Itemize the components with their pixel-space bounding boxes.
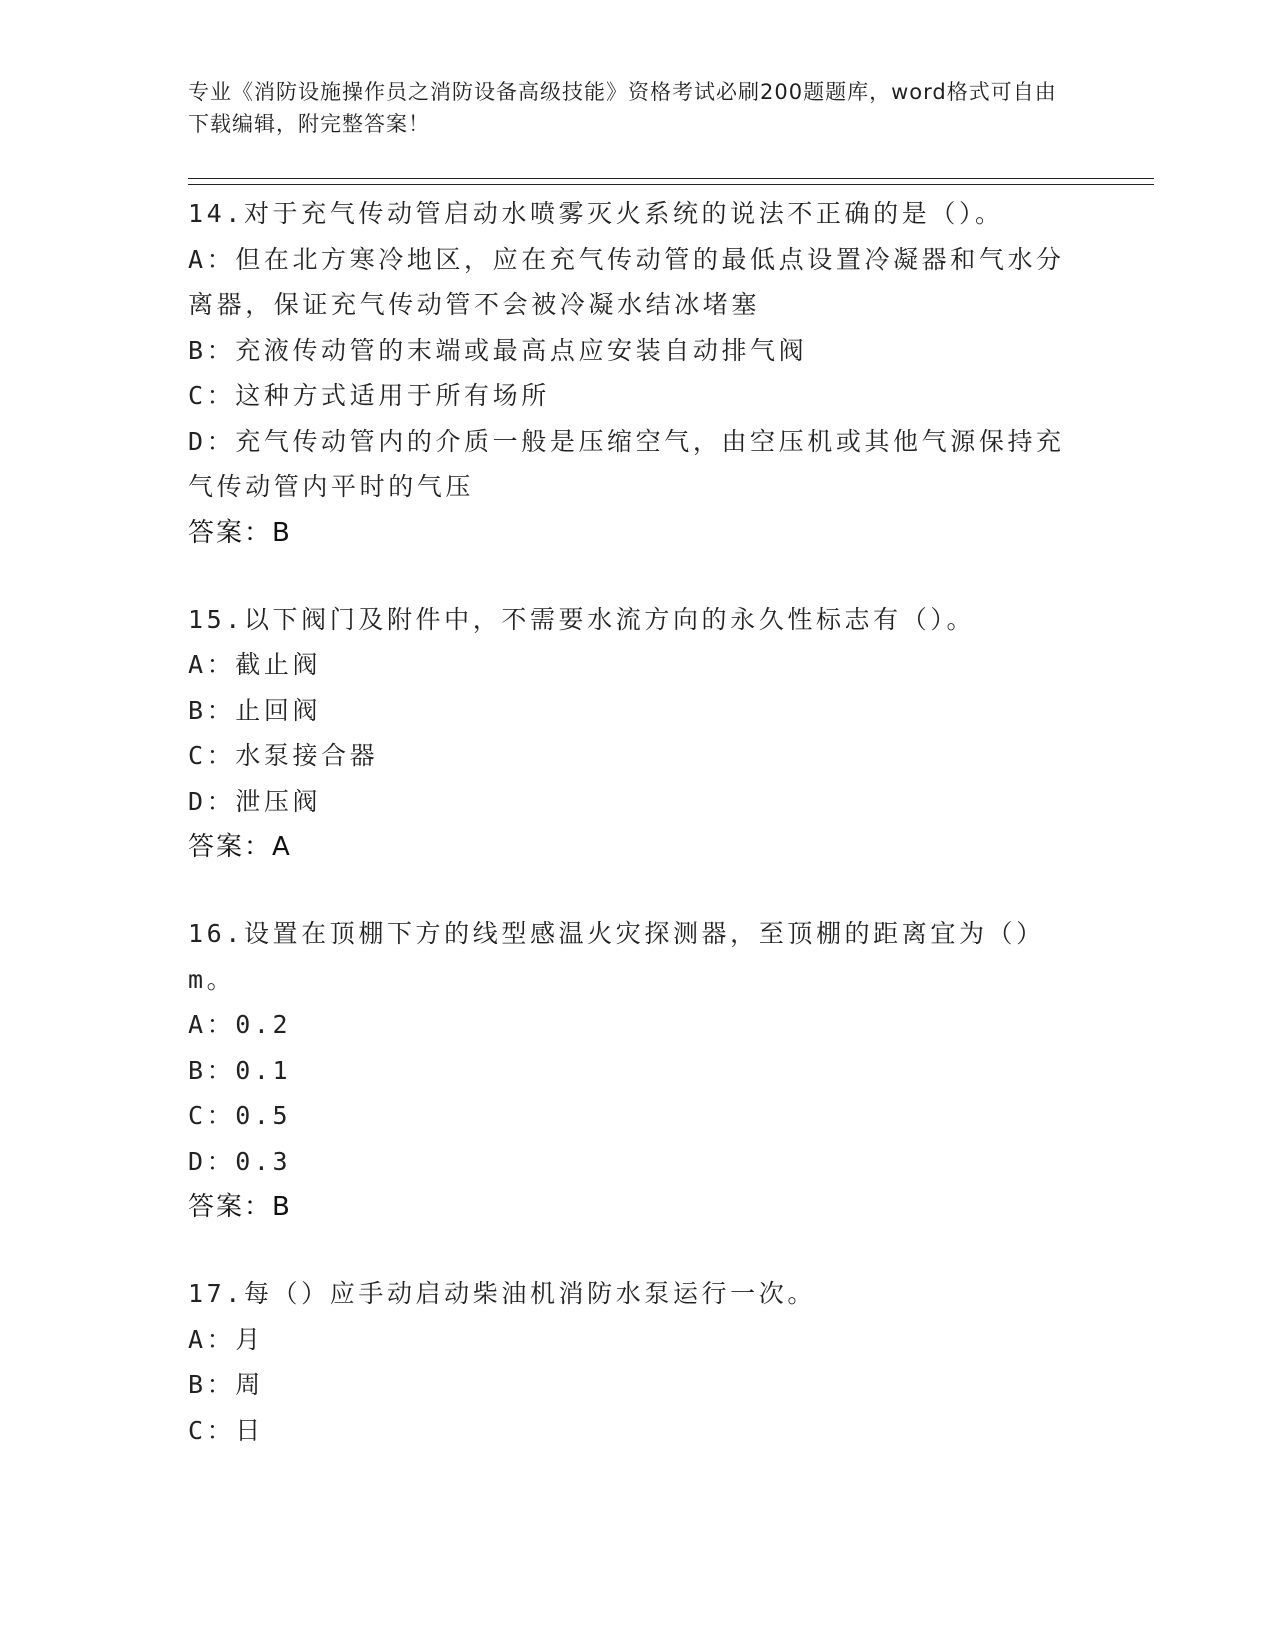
option-b: B：0.1 <box>188 1055 292 1085</box>
question-stem: 16.设置在顶棚下方的线型感温火灾探测器，至顶棚的距离宜为（）m。 <box>188 919 1045 994</box>
option-b: B：周 <box>188 1370 264 1399</box>
option-d: D：泄压阀 <box>188 786 322 816</box>
option-a: A：0.2 <box>188 1010 292 1039</box>
option-c: C：这种方式适用于所有场所 <box>188 381 550 410</box>
option-c: C：水泵接合器 <box>188 741 379 770</box>
answer: 答案：B <box>188 517 292 548</box>
question-stem: 17.每（）应手动启动柴油机消防水泵运行一次。 <box>188 1279 816 1308</box>
document-header: 专业《消防设施操作员之消防设备高级技能》资格考试必刷200题题库，word格式可自由下载编辑，附完整答案！ <box>188 80 1057 136</box>
option-b: B：充液传动管的末端或最高点应安装自动排气阀 <box>188 335 808 365</box>
question-15 <box>188 597 1088 871</box>
question-stem: 14.对于充气传动管启动水喷雾灭火系统的说法不正确的是（）。 <box>188 199 1004 228</box>
header-rule-bottom <box>188 184 1154 185</box>
question-stem: 15.以下阀门及附件中，不需要水流方向的永久性标志有（）。 <box>188 604 976 634</box>
option-a: A：但在北方寒冷地区，应在充气传动管的最低点设置冷凝器和气水分离器，保证充气传动管不会被冷凝水结冰堵塞 <box>188 244 1065 319</box>
option-c: C：0.5 <box>188 1101 292 1130</box>
option-a: A：截止阀 <box>188 650 322 679</box>
answer: 答案：B <box>188 1192 292 1222</box>
option-d: D：充气传动管内的介质一般是压缩空气，由空压机或其他气源保持充气传动管内平时的气压 <box>188 426 1065 501</box>
header-rule-top <box>188 178 1154 179</box>
question-16 <box>188 911 1088 1230</box>
option-b: B：止回阀 <box>188 695 322 725</box>
option-d: D：0.3 <box>188 1146 292 1176</box>
question-14 <box>188 191 1088 556</box>
question-list <box>188 191 1088 1494</box>
answer: 答案：A <box>188 832 292 862</box>
option-c: C：日 <box>188 1415 264 1445</box>
question-17 <box>188 1271 1088 1453</box>
option-a: A：月 <box>188 1324 264 1354</box>
